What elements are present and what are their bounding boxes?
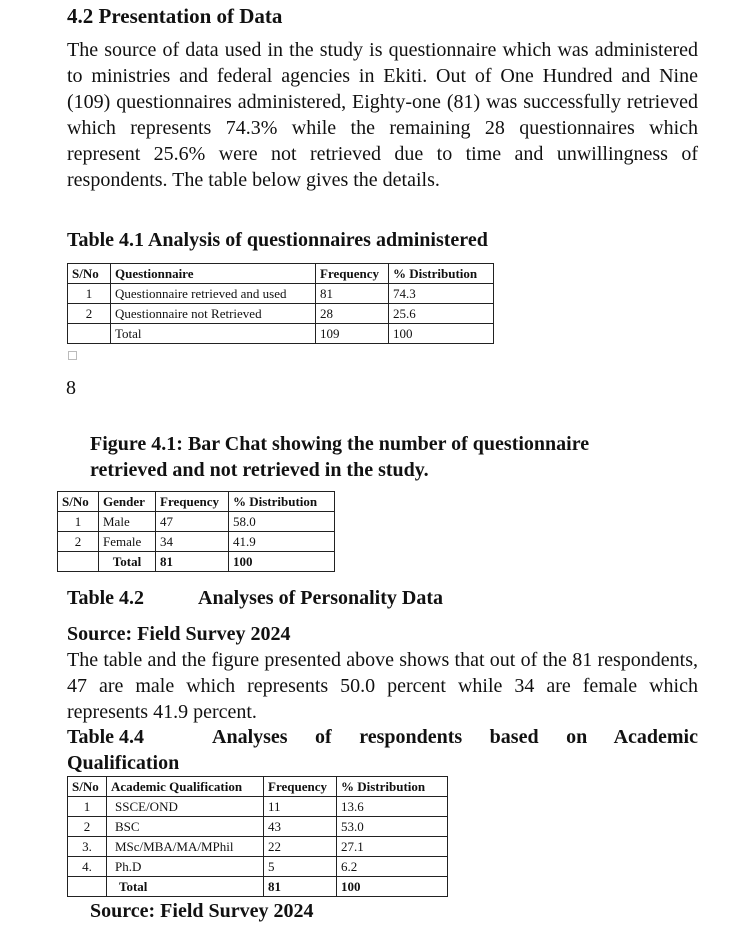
cell: Questionnaire not Retrieved [111, 304, 316, 324]
intro-paragraph: The source of data used in the study is questionnaire which was administered to ministries and federal agencies in Ekiti. Out of One Hundred and Nine (109) questionnaires administered, Eighty-one (81) was successfully retrieved which represents 74.3% while the remaining 28 questionnaires which represent 25.6% were not retrieved due to time and unwillingness of respondents. The table below gives the details. [67, 39, 698, 191]
cell: 25.6 [389, 304, 494, 324]
cell [68, 324, 111, 344]
cell: 41.9 [229, 532, 335, 552]
cell: 43 [264, 817, 337, 837]
cell: 11 [264, 797, 337, 817]
cell [68, 877, 107, 897]
cell: 1 [68, 797, 107, 817]
gender-paragraph: The table and the figure presented above shows that out of the 81 respondents, 47 are male which represents 50.0 percent while 34 are female which represents 41.9 percent. [67, 649, 698, 723]
table-row [68, 797, 448, 817]
cell: 53.0 [337, 817, 448, 837]
header-frequency: Frequency [264, 777, 337, 797]
table-header-row [68, 777, 448, 797]
cell: 58.0 [229, 512, 335, 532]
cell: 5 [264, 857, 337, 877]
cell: Total [111, 324, 316, 344]
cell: 109 [316, 324, 389, 344]
cell: 6.2 [337, 857, 448, 877]
table-row [58, 552, 335, 572]
cell: 81 [156, 552, 229, 572]
header-distribution: % Distribution [337, 777, 448, 797]
cell: 74.3 [389, 284, 494, 304]
header-qualification: Academic Qualification [107, 777, 264, 797]
cell: 2 [58, 532, 99, 552]
table-row [68, 857, 448, 877]
cell: MSc/MBA/MA/MPhil [107, 837, 264, 857]
table-row [68, 817, 448, 837]
table3-caption-label: Table 4.4 [67, 726, 145, 748]
table-header-row [58, 492, 335, 512]
image-placeholder-icon [68, 351, 77, 360]
cell [58, 552, 99, 572]
header-distribution: % Distribution [389, 264, 494, 284]
cell: 2 [68, 304, 111, 324]
table3-source: Source: Field Survey 2024 [90, 900, 314, 922]
cell: Female [99, 532, 156, 552]
table-header-row [68, 264, 494, 284]
cell: 81 [264, 877, 337, 897]
header-sno: S/No [68, 264, 111, 284]
cell: BSC [107, 817, 264, 837]
cell: 3. [68, 837, 107, 857]
cell: 1 [68, 284, 111, 304]
table1-caption: Table 4.1 Analysis of questionnaires administered [67, 229, 488, 251]
table-row [58, 532, 335, 552]
cell: Male [99, 512, 156, 532]
table2-caption-label: Table 4.2 [67, 587, 145, 609]
header-sno: S/No [68, 777, 107, 797]
table3-caption-cont: Qualification [67, 752, 180, 774]
figure-caption: Figure 4.1: Bar Chat showing the number of questionnaire retrieved and not retrieved in the study. [90, 433, 590, 481]
cell: Questionnaire retrieved and used [111, 284, 316, 304]
cell: SSCE/OND [107, 797, 264, 817]
cell: 47 [156, 512, 229, 532]
cell: 34 [156, 532, 229, 552]
cell: Total [107, 877, 264, 897]
table-row [58, 512, 335, 532]
cell: 100 [229, 552, 335, 572]
header-frequency: Frequency [156, 492, 229, 512]
cell: 100 [337, 877, 448, 897]
header-questionnaire: Questionnaire [111, 264, 316, 284]
header-sno: S/No [58, 492, 99, 512]
table-row [68, 837, 448, 857]
table-row [68, 324, 494, 344]
cell: 2 [68, 817, 107, 837]
cell: 81 [316, 284, 389, 304]
header-distribution: % Distribution [229, 492, 335, 512]
section-title: 4.2 Presentation of Data [67, 4, 283, 28]
cell: Total [99, 552, 156, 572]
cell: 27.1 [337, 837, 448, 857]
cell: Ph.D [107, 857, 264, 877]
table-row [68, 304, 494, 324]
page-number: 8 [66, 377, 76, 399]
cell: 4. [68, 857, 107, 877]
header-gender: Gender [99, 492, 156, 512]
cell: 13.6 [337, 797, 448, 817]
cell: 22 [264, 837, 337, 857]
table2-caption-title: Analyses of Personality Data [198, 587, 443, 609]
table3-caption [67, 726, 698, 749]
table-row [68, 877, 448, 897]
table-row [68, 284, 494, 304]
cell: 100 [389, 324, 494, 344]
table3-caption-title: Analyses of respondents based on Academic [212, 726, 698, 748]
academic-table [67, 776, 448, 897]
cell: 1 [58, 512, 99, 532]
cell: 28 [316, 304, 389, 324]
header-frequency: Frequency [316, 264, 389, 284]
table2-source: Source: Field Survey 2024 [67, 623, 291, 645]
questionnaire-table [67, 263, 494, 344]
gender-table [57, 491, 335, 572]
